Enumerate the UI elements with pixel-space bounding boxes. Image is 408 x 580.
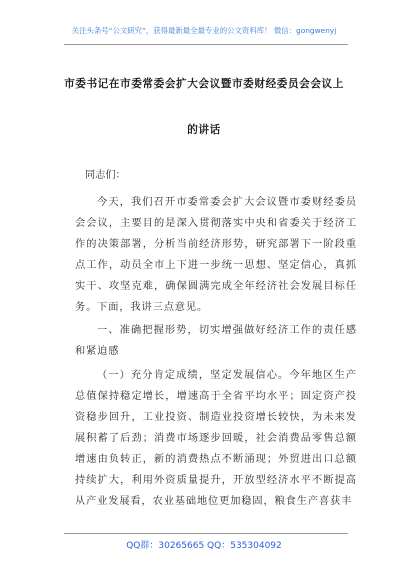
- document-title-line-2: 的讲话: [187, 124, 221, 136]
- salutation: 同志们：: [85, 170, 126, 181]
- section-heading-1: 一、准确把握形势，切实增强做好经济工作的责任感和紧迫感: [75, 325, 357, 357]
- header-divider: [64, 44, 348, 45]
- header-banner: 关注头条号“公文研究”，获得最新最全最专业的公文资料库！ 微信：gongwenyj: [71, 26, 337, 35]
- paragraph-achievements: （一）充分肯定成绩，坚定发展信心。今年地区生产总值保持稳定增长，增速高于全省平均水平；固定资产投资稳步回升，工业投资、制造业投资增长较快，为未来发展积蓄了后劲；消费市场逐步回暖，社会消费品零售总额增速由负转正，新的消费热点不断涌现；外贸进出口总额持续扩大，利用外资质量提升，开放型经济水平不断提高从产业发展看，农业基础地位更加稳固，粮食生产喜获丰: [75, 370, 357, 507]
- document-title-line-1: 市委书记在市委常委会扩大会议暨市委财经委员会会议上: [64, 78, 344, 90]
- footer-divider: [64, 533, 348, 534]
- footer-contact: QQ群：30265665 QQ：535304092: [126, 541, 282, 551]
- paragraph-intro: 今天，我们召开市委常委会扩大会议暨市委财经委员会会议，主要目的是深入贯彻落实中央和省委关于经济工作的决策部署，分析当前经济形势，研究部署下一阶段重点工作，动员全市上下进一步统一思想、坚定信心，真抓实干、攻坚克难，确保圆满完成全年经济社会发展目标任务。下面，我讲三点意见。: [75, 197, 357, 313]
